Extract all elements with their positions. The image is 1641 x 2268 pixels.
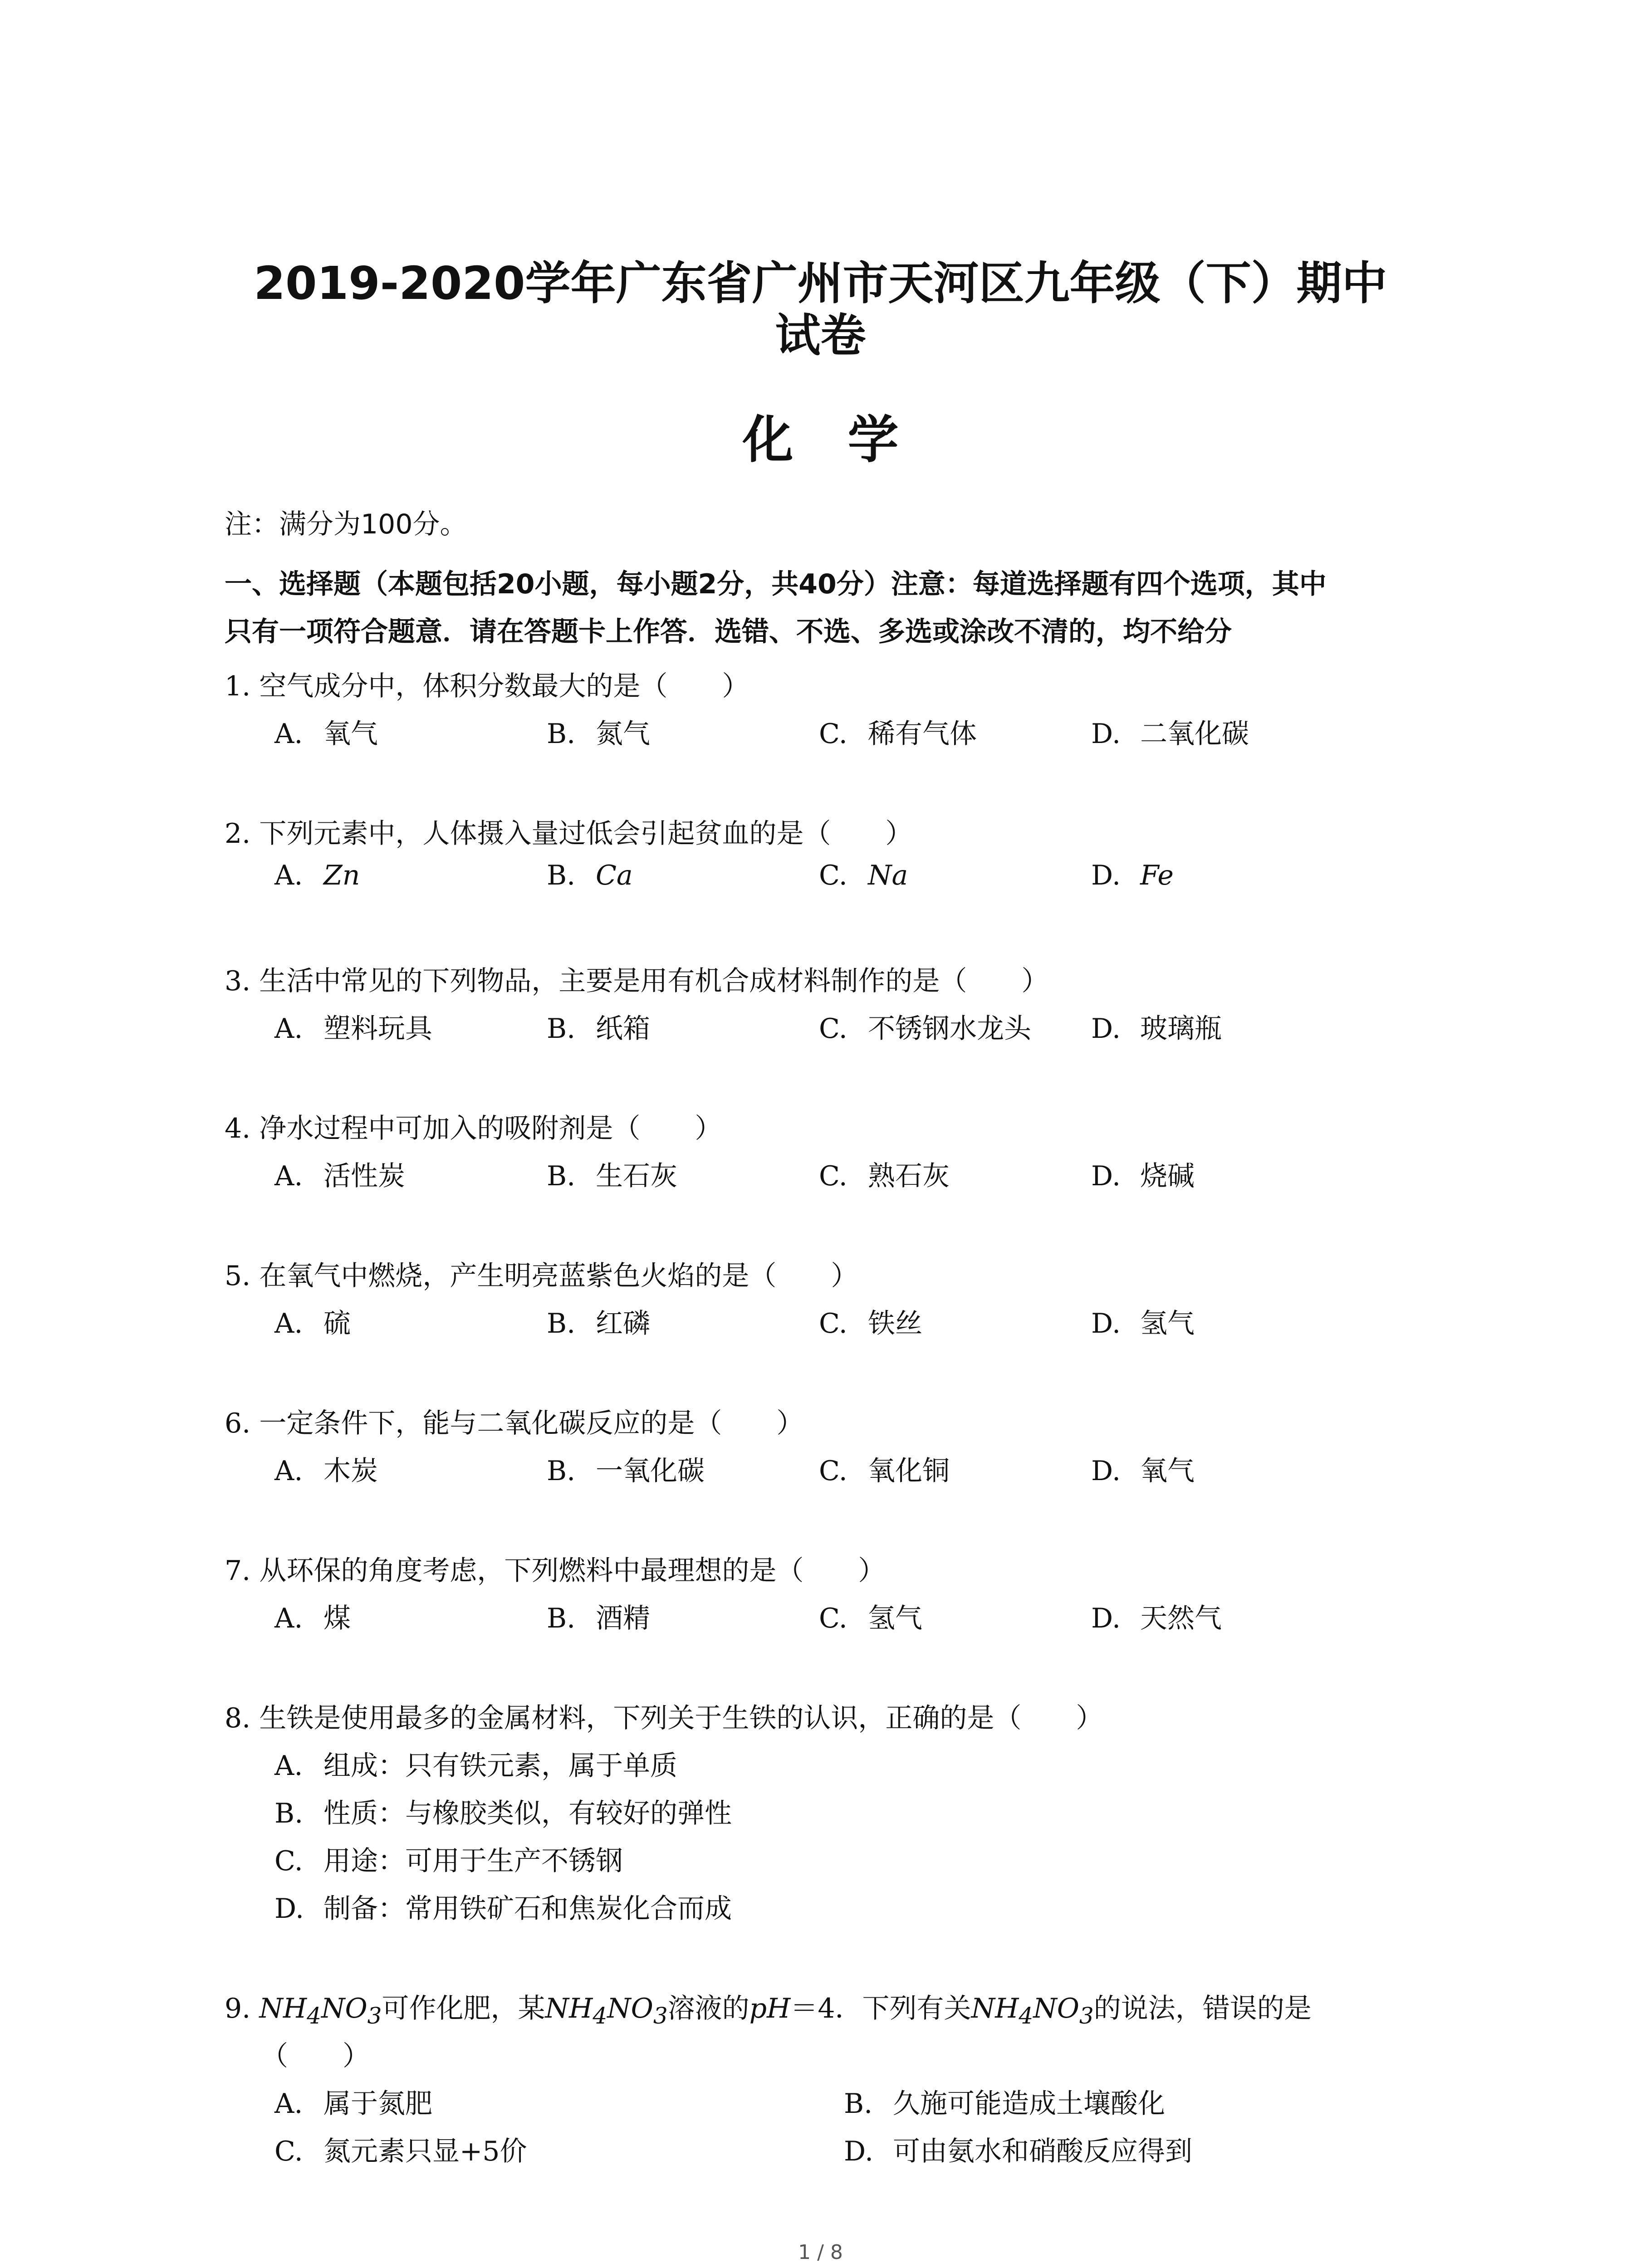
option-letter: D. — [1091, 1013, 1121, 1045]
option-letter: C. — [274, 2136, 303, 2167]
option-text: Fe — [1140, 860, 1174, 891]
option-letter: B. — [844, 2088, 873, 2120]
option-letter: A. — [274, 2088, 303, 2120]
option-letter: D. — [1091, 860, 1121, 891]
option-text: 烧碱 — [1140, 1160, 1195, 1192]
formula-subscript: 4 — [1019, 2003, 1034, 2029]
option-text: 生石灰 — [596, 1160, 677, 1192]
ph-symbol: pH — [749, 1993, 791, 2024]
section-heading-continued: 只有一项符合题意．请在答题卡上作答．选错、不选、多选或涂改不清的，均不给分 — [225, 616, 1232, 648]
formula-part: NO — [607, 1993, 653, 2024]
question-7-option-b — [547, 1597, 650, 1636]
option-text: 可由氨水和硝酸反应得到 — [893, 2136, 1192, 2167]
option-text: 玻璃瓶 — [1140, 1013, 1222, 1045]
question-8-option-d — [274, 1887, 732, 1926]
option-text: 天然气 — [1140, 1603, 1222, 1634]
option-letter: D. — [1091, 1455, 1121, 1487]
question-1-option-d — [1091, 712, 1249, 751]
question-9-option-d — [844, 2130, 1192, 2169]
question-3-stem: 3. 生活中常见的下列物品，主要是用有机合成材料制作的是（ ） — [225, 965, 1049, 997]
option-letter: B. — [547, 1603, 576, 1634]
option-text: 属于氮肥 — [323, 2088, 432, 2120]
option-text: 组成：只有铁元素，属于单质 — [323, 1750, 677, 1782]
option-text: 氮元素只显+5价 — [323, 2136, 527, 2167]
option-text: 木炭 — [323, 1455, 378, 1487]
question-2-option-c — [819, 860, 908, 891]
question-5-option-b — [547, 1302, 650, 1341]
option-letter: D. — [1091, 1160, 1121, 1192]
option-text: 硫 — [323, 1308, 351, 1339]
formula-part: NH — [971, 1993, 1019, 2024]
stem-text: 的说法，错误的是 — [1093, 1993, 1312, 2024]
option-text: 铁丝 — [868, 1308, 922, 1339]
option-text: Ca — [596, 860, 633, 891]
option-letter: B. — [547, 718, 576, 750]
stem-text: ＝4．下列有关 — [790, 1993, 971, 2024]
option-letter: A. — [274, 1013, 303, 1045]
page-title: 2019-2020学年广东省广州市天河区九年级（下）期中 — [254, 257, 1387, 310]
page-title-continued: 试卷 — [775, 309, 866, 362]
question-5-stem: 5. 在氧气中燃烧，产生明亮蓝紫色火焰的是（ ） — [225, 1260, 858, 1292]
formula-part: NO — [321, 1993, 367, 2024]
question-2-option-a — [274, 860, 360, 891]
option-letter: D. — [1091, 1603, 1121, 1634]
question-number: 9. — [225, 1993, 251, 2024]
formula-part: NH — [259, 1993, 307, 2024]
question-7-option-a — [274, 1597, 351, 1636]
question-1-stem: 1. 空气成分中，体积分数最大的是（ ） — [225, 670, 749, 702]
option-text: 纸箱 — [596, 1013, 650, 1045]
option-letter: A. — [274, 1750, 303, 1782]
formula-subscript: 4 — [307, 2003, 321, 2029]
option-letter: C. — [819, 1455, 847, 1487]
option-letter: D. — [844, 2136, 874, 2167]
question-6-option-a — [274, 1449, 378, 1488]
question-2-option-b — [547, 860, 633, 891]
option-text: 煤 — [323, 1603, 351, 1634]
option-text: Zn — [323, 860, 360, 891]
option-letter: A. — [274, 1308, 303, 1339]
question-4-stem: 4. 净水过程中可加入的吸附剂是（ ） — [225, 1113, 722, 1144]
option-letter: C. — [819, 718, 847, 750]
question-8-option-b — [274, 1792, 732, 1831]
question-3-option-a — [274, 1007, 432, 1046]
question-2-stem: 2. 下列元素中，人体摄入量过低会引起贫血的是（ ） — [225, 818, 913, 850]
question-5-option-c — [819, 1302, 922, 1341]
question-4-option-c — [819, 1154, 950, 1193]
formula-part: NH — [545, 1993, 593, 2024]
option-text: 制备：常用铁矿石和焦炭化合而成 — [323, 1893, 732, 1925]
option-letter: D. — [1091, 1308, 1121, 1339]
option-text: 氧化铜 — [868, 1455, 950, 1487]
question-3-option-d — [1091, 1007, 1222, 1046]
question-9-option-c — [274, 2130, 527, 2169]
question-3-option-c — [819, 1007, 1031, 1046]
answer-parentheses: （ ） — [261, 2040, 370, 2072]
option-letter: C. — [819, 1160, 847, 1192]
option-letter: D. — [1091, 718, 1121, 750]
question-9-stem — [225, 1987, 1312, 2029]
option-letter: A. — [274, 1603, 303, 1634]
option-text: 塑料玩具 — [323, 1013, 432, 1045]
option-letter: A. — [274, 718, 303, 750]
option-text: 氮气 — [596, 718, 650, 750]
formula-part: NO — [1033, 1993, 1079, 2024]
option-letter: A. — [274, 1455, 303, 1487]
option-letter: B. — [547, 860, 576, 891]
option-letter: C. — [819, 1013, 847, 1045]
question-8-option-a — [274, 1744, 677, 1783]
option-letter: C. — [819, 1603, 847, 1634]
stem-text: 溶液的 — [667, 1993, 749, 2024]
option-text: 氢气 — [1140, 1308, 1195, 1339]
formula-nh4no3 — [545, 1993, 668, 2029]
question-1-option-a — [274, 712, 378, 751]
option-letter: B. — [547, 1455, 576, 1487]
formula-subscript: 4 — [593, 2003, 607, 2029]
question-7-stem: 7. 从环保的角度考虑，下列燃料中最理想的是（ ） — [225, 1555, 886, 1587]
question-8-option-c — [274, 1839, 623, 1878]
question-9-option-b — [844, 2082, 1165, 2121]
question-5-option-d — [1091, 1302, 1195, 1341]
option-letter: B. — [274, 1798, 304, 1829]
option-text: 稀有气体 — [868, 718, 977, 750]
option-text: 氧气 — [323, 718, 378, 750]
question-6-option-c — [819, 1449, 950, 1488]
option-text: 氢气 — [868, 1603, 922, 1634]
question-6-option-d — [1091, 1449, 1195, 1488]
option-letter: B. — [547, 1013, 576, 1045]
option-letter: B. — [547, 1160, 576, 1192]
option-letter: B. — [547, 1308, 576, 1339]
section-heading: 一、选择题（本题包括20小题，每小题2分，共40分）注意：每道选择题有四个选项，其中 — [225, 568, 1327, 600]
subject-heading: 化学 — [742, 411, 953, 469]
page-number: 1 / 8 — [798, 2241, 843, 2264]
score-note: 注：满分为100分。 — [225, 508, 467, 540]
option-text: 一氧化碳 — [596, 1455, 705, 1487]
option-text: 久施可能造成土壤酸化 — [893, 2088, 1165, 2120]
option-text: 熟石灰 — [868, 1160, 950, 1192]
question-6-stem: 6. 一定条件下，能与二氧化碳反应的是（ ） — [225, 1408, 804, 1439]
question-1-option-b — [547, 712, 650, 751]
question-7-option-d — [1091, 1597, 1222, 1636]
option-text: 活性炭 — [323, 1160, 405, 1192]
option-text: 红磷 — [596, 1308, 650, 1339]
option-text: 酒精 — [596, 1603, 650, 1634]
option-letter: D. — [274, 1893, 304, 1925]
option-letter: C. — [819, 860, 847, 891]
formula-nh4no3 — [259, 1993, 382, 2029]
question-3-option-b — [547, 1007, 650, 1046]
option-text: 二氧化碳 — [1140, 718, 1249, 750]
question-4-option-b — [547, 1154, 677, 1193]
question-9-option-a — [274, 2082, 432, 2121]
question-5-option-a — [274, 1302, 351, 1341]
question-7-option-c — [819, 1597, 922, 1636]
formula-nh4no3 — [971, 1993, 1094, 2029]
formula-subscript: 3 — [367, 2003, 382, 2029]
question-8-stem: 8. 生铁是使用最多的金属材料，下列关于生铁的认识，正确的是（ ） — [225, 1702, 1103, 1734]
question-1-option-c — [819, 712, 977, 751]
option-letter: A. — [274, 1160, 303, 1192]
option-text: 用途：可用于生产不锈钢 — [323, 1845, 623, 1877]
option-letter: C. — [274, 1845, 303, 1877]
question-2-option-d — [1091, 860, 1174, 891]
formula-subscript: 3 — [653, 2003, 668, 2029]
option-text: 氧气 — [1140, 1455, 1195, 1487]
option-text: Na — [868, 860, 908, 891]
question-4-option-a — [274, 1154, 405, 1193]
formula-subscript: 3 — [1079, 2003, 1094, 2029]
stem-text: 可作化肥，某 — [382, 1993, 545, 2024]
option-letter: C. — [819, 1308, 847, 1339]
option-letter: A. — [274, 860, 303, 891]
option-text: 性质：与橡胶类似，有较好的弹性 — [323, 1798, 732, 1829]
option-text: 不锈钢水龙头 — [868, 1013, 1031, 1045]
question-4-option-d — [1091, 1154, 1195, 1193]
question-6-option-b — [547, 1449, 705, 1488]
